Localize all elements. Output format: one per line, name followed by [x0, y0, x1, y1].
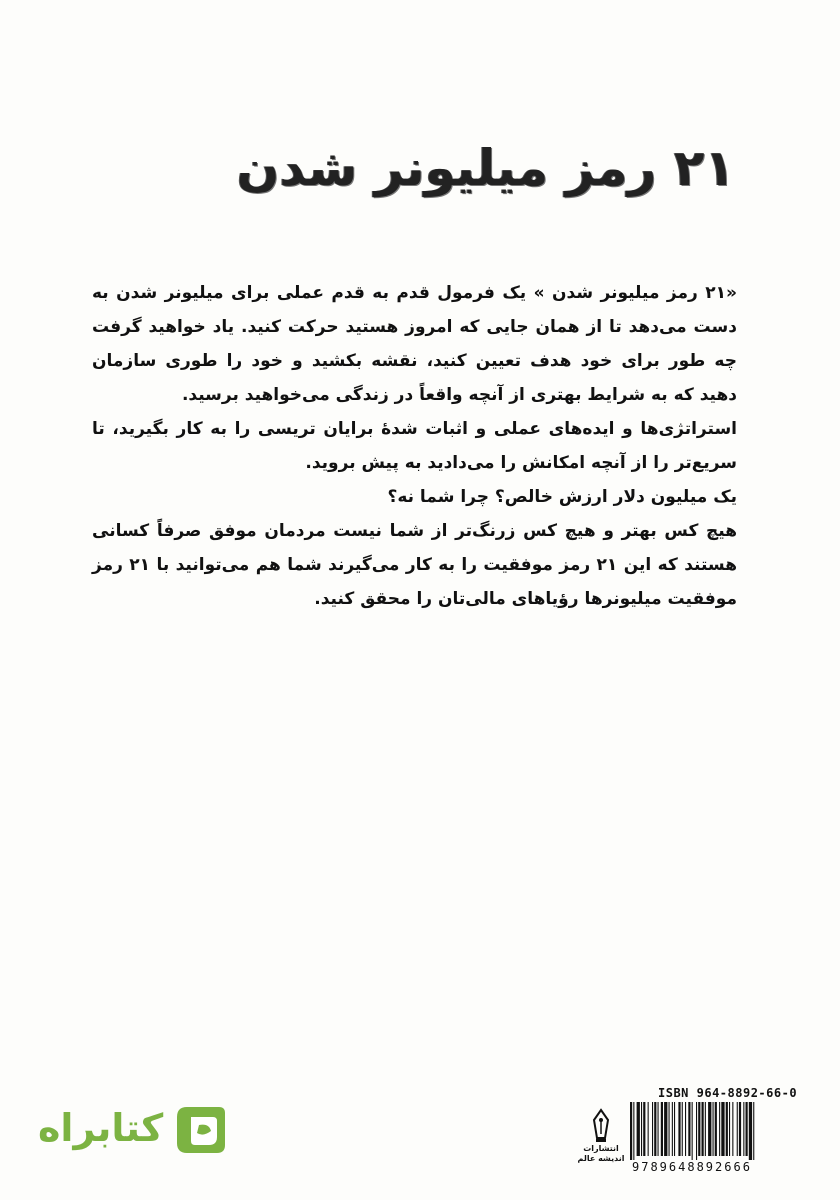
barcode-bar — [737, 1102, 738, 1156]
barcode-bar — [729, 1102, 730, 1156]
barcode-bar — [654, 1102, 656, 1156]
ketabrah-logo — [38, 1096, 228, 1160]
barcode-bar — [658, 1102, 659, 1156]
isbn-barcode-area — [576, 1086, 806, 1176]
publisher-mark — [576, 1108, 626, 1164]
barcode-bar — [753, 1102, 754, 1160]
barcode-bar — [661, 1102, 663, 1156]
publisher-line-1: انتشارات — [583, 1144, 619, 1153]
barcode-bar — [685, 1102, 686, 1156]
barcode-bar — [637, 1102, 640, 1156]
barcode-bar — [672, 1102, 673, 1156]
blurb-paragraph-4: هیچ کس بهتر و هیچ کس زرنگ‌تر از شما نیست مردمان موفق صرفاً کسانی هستند که این ۲۱ رمز موفقیت را به کار می‌گیرند شما هم می‌توانید با ۲۱ رمز موفقیت میلیونرها رؤیاهای مالی‌تان را محقق کنید. — [92, 521, 737, 609]
blurb-paragraph-2: استراتژی‌ها و ایده‌های عملی و اثبات شدهٔ برایان تریسی را به کار بگیرید، تا سریع‌تر را از آنچه امکانش را می‌دادید به پیش بروید. — [92, 419, 737, 473]
blurb-paragraph-1: «۲۱ رمز میلیونر شدن » یک فرمول قدم به قدم عملی برای میلیونر شدن به دست می‌دهد تا از همان جایی که امروز هستید حرکت کنید. یاد خواهید گرفت چه طور برای خود هدف تعیین کنید، نقشه بکشید و خود را طوری سازمان دهید که به شرایط بهتری از آنچه واقعاً در زندگی می‌خواهید برسید. — [92, 283, 737, 405]
isbn-label: ISBN 964-8892-66-0 — [658, 1086, 798, 1100]
blurb-paragraph-3: یک میلیون دلار ارزش خالص؟ چرا شما نه؟ — [387, 487, 737, 507]
barcode-bar — [696, 1102, 697, 1160]
barcode-bar — [674, 1102, 675, 1156]
barcode-bar — [643, 1102, 645, 1156]
barcode-bar — [708, 1102, 711, 1156]
barcode-bar — [739, 1102, 741, 1156]
barcode-icon — [628, 1102, 806, 1160]
barcode-bar — [652, 1102, 653, 1156]
barcode-bar — [702, 1102, 704, 1156]
blurb — [92, 276, 737, 616]
barcode-digits: 9789648892666 — [632, 1160, 752, 1174]
barcode-bar — [726, 1102, 728, 1156]
barcode-bar — [630, 1102, 632, 1160]
barcode-bar — [664, 1102, 667, 1156]
barcode-bar — [743, 1102, 744, 1156]
pen-nib-icon — [588, 1108, 614, 1144]
barcode-bar — [715, 1102, 717, 1156]
barcode-bar — [732, 1102, 733, 1156]
barcode-bar — [713, 1102, 714, 1156]
barcode-bar — [641, 1102, 642, 1156]
book-title: ۲۱ رمز میلیونر شدن — [236, 139, 735, 197]
barcode-bar — [648, 1102, 649, 1156]
barcode-bar — [719, 1102, 720, 1156]
barcode-bar — [678, 1102, 680, 1156]
barcode-bar — [688, 1102, 690, 1156]
barcode-bar — [698, 1102, 700, 1156]
barcode-bar — [692, 1102, 693, 1160]
brand-logo-text: کتابراه — [38, 1106, 164, 1150]
barcode-bar — [633, 1102, 634, 1160]
barcode-bar — [746, 1102, 748, 1156]
barcode-bar — [749, 1102, 752, 1160]
barcode-bar — [721, 1102, 724, 1156]
barcode-bar — [669, 1102, 670, 1156]
book-leaf-icon — [169, 1097, 231, 1159]
barcode-bar — [705, 1102, 706, 1156]
barcode-bar — [682, 1102, 683, 1156]
publisher-line-2: اندیشه عالم — [577, 1154, 625, 1163]
